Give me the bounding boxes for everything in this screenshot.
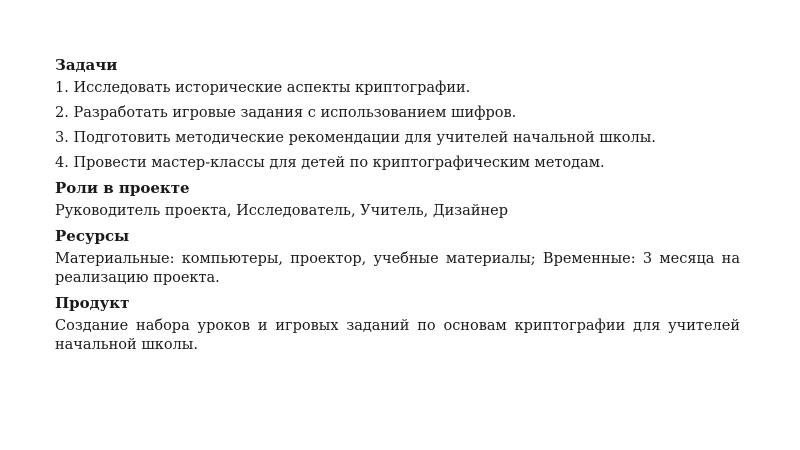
product-text: Создание набора уроков и игровых заданий по основам криптографии для учителей начальной школы. <box>55 318 740 353</box>
resources-heading: Ресурсы <box>55 227 130 245</box>
roles-heading: Роли в проекте <box>55 179 190 197</box>
slide-content <box>55 56 740 361</box>
resources-text: Материальные: компьютеры, проектор, учебные материалы; Временные: 3 месяца на реализацию проекта. <box>55 251 740 286</box>
task-item-4: 4. Провести мастер-классы для детей по криптографическим методам. <box>55 155 605 171</box>
task-item-3: 3. Подготовить методические рекомендации для учителей начальной школы. <box>55 130 656 146</box>
product-heading: Продукт <box>55 294 130 312</box>
tasks-heading: Задачи <box>55 56 118 74</box>
task-item-1: 1. Исследовать исторические аспекты криптографии. <box>55 80 471 96</box>
roles-text: Руководитель проекта, Исследователь, Учитель, Дизайнер <box>55 203 509 219</box>
task-item-2: 2. Разработать игровые задания с использованием шифров. <box>55 105 517 121</box>
